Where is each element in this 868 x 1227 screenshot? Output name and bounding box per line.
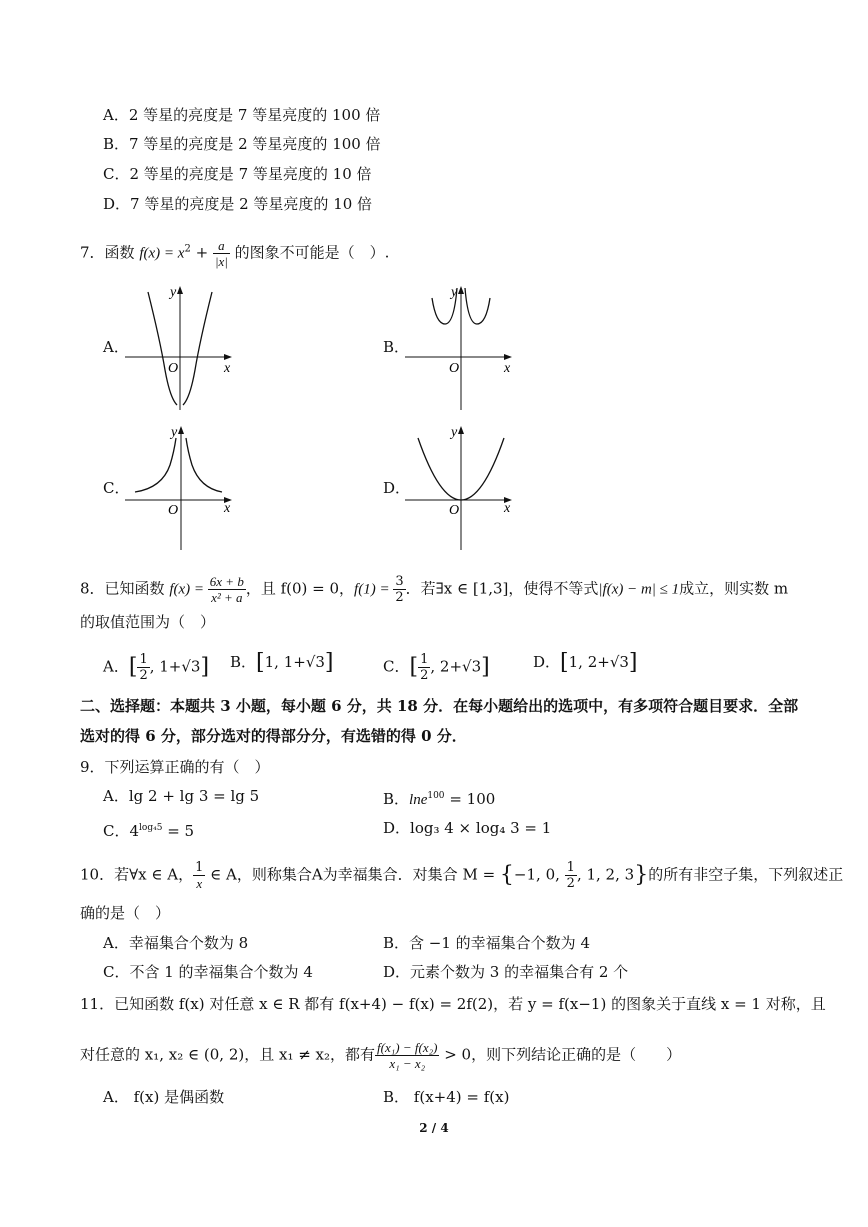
curve-right <box>186 438 222 492</box>
right-bracket-icon: ] <box>324 650 334 675</box>
q8-inequality: |f(x) − m| ≤ 1 <box>598 581 680 598</box>
q9-b-base: lne <box>409 792 428 808</box>
q7-stem <box>80 238 389 269</box>
q7-graph-a <box>120 280 250 415</box>
curve-left <box>148 292 177 405</box>
q8-fx: f(x) = <box>169 581 208 598</box>
q7-fraction-den: |x| <box>214 254 228 269</box>
origin-label: O <box>449 361 460 376</box>
q11-line1: 11．已知函数 f(x) 对任意 x ∈ R 都有 f(x+4) − f(x) = 2f(2)，若 y = f(x−1) 的图象关于直线 x = 1 对称，且 <box>80 995 826 1013</box>
y-axis-arrow-icon <box>458 286 464 294</box>
q11-option-a: A． f(x) 是偶函数 <box>103 1088 225 1106</box>
q7-pre: 函数 <box>104 243 135 262</box>
q11-option-b: B． f(x+4) = f(x) <box>383 1088 510 1106</box>
left-bracket-icon: [ <box>409 654 419 680</box>
q9-stem: 9．下列运算正确的有（ ） <box>80 758 270 776</box>
q10-stem <box>80 860 843 891</box>
option-letter: C． <box>383 657 410 676</box>
q7-graph-d <box>400 420 530 555</box>
q7-graph-c <box>120 420 250 555</box>
q9-b-sup: 100 <box>427 791 445 801</box>
q10-line2: 确的是（ ） <box>80 904 171 922</box>
q9-option-d <box>383 818 551 838</box>
option-letter: D． <box>533 653 561 671</box>
q7-plus: + <box>190 243 213 262</box>
q9-c-base: 4 <box>129 822 140 840</box>
q7-graph-label-b: B． <box>383 338 410 356</box>
q8-f1-den: 2 <box>395 590 404 605</box>
q10-mid: ∈ A，则称集合A为幸福集合．对集合 M = <box>205 865 500 884</box>
q10-set-fraction <box>565 860 577 891</box>
q11-fraction <box>375 1040 439 1071</box>
curve-left <box>135 438 176 492</box>
q8-option-d <box>533 652 638 673</box>
q8-pre: 已知函数 <box>104 579 165 598</box>
q8-d-text: 1, 2+√3 <box>568 653 629 671</box>
x-axis-arrow-icon <box>504 354 512 360</box>
q8-c-num: 1 <box>420 652 429 667</box>
origin-label: O <box>168 361 179 376</box>
q7-fraction <box>213 238 230 269</box>
q7-square: 2 <box>184 243 191 255</box>
y-axis-label: y <box>451 285 458 300</box>
q8-a-rest: , 1+√3 <box>149 657 201 676</box>
x-axis-label: x <box>504 501 511 516</box>
origin-label: O <box>449 503 460 518</box>
q10-set-pre: −1, 0, <box>513 865 565 884</box>
option-text: 7 等星的亮度是 2 等星亮度的 10 倍 <box>130 195 373 213</box>
option-letter: A． <box>103 657 129 676</box>
q10-set-den: 2 <box>566 876 575 891</box>
x-axis-label: x <box>504 361 511 376</box>
option-text: 7 等星的亮度是 2 等星亮度的 100 倍 <box>129 135 381 153</box>
curve-right <box>465 288 490 324</box>
x-axis-label: x <box>224 501 231 516</box>
curve-right <box>183 292 212 405</box>
q7-graph-label-d: D． <box>383 479 411 497</box>
q10-pre: 若∀x ∈ A， <box>114 865 194 884</box>
q8-option-a <box>103 652 209 683</box>
q8-number: 8． <box>80 579 105 598</box>
section2-line2: 选对的得 6 分，部分选对的得部分分，有选错的得 0 分． <box>80 727 467 745</box>
page-number: 2 / 4 <box>419 1121 449 1135</box>
q6-option-c <box>103 164 372 184</box>
q9-c-rest: = 5 <box>162 822 195 840</box>
right-brace-icon: } <box>634 862 649 888</box>
left-bracket-icon: [ <box>128 654 138 680</box>
option-letter: A． <box>103 106 129 124</box>
q6-option-a <box>103 105 380 125</box>
q8-line2: 的取值范围为（ ） <box>80 613 216 631</box>
q8-a-num: 1 <box>139 652 148 667</box>
left-brace-icon: { <box>499 862 514 888</box>
q9-option-b <box>383 786 495 810</box>
option-letter: C． <box>103 822 130 840</box>
q11-post2: > 0，则下列结论正确的是（ ） <box>439 1045 682 1064</box>
q10-option-c: C．不含 1 的幸福集合个数为 4 <box>103 963 313 981</box>
q6-option-b <box>103 134 381 154</box>
origin-label: O <box>168 503 179 518</box>
q8-b-text: 1, 1+√3 <box>264 653 325 671</box>
y-axis-label: y <box>451 425 458 440</box>
option-letter: B． <box>103 135 130 153</box>
q8-c-fraction <box>418 652 430 683</box>
left-bracket-icon: [ <box>560 650 569 675</box>
q9-option-c <box>103 818 194 841</box>
option-text: 2 等星的亮度是 7 等星亮度的 10 倍 <box>129 165 372 183</box>
option-text: 2 等星的亮度是 7 等星亮度的 100 倍 <box>128 106 381 124</box>
q9-a-text: lg 2 + lg 3 = lg 5 <box>128 787 260 805</box>
q7-post: 的图象不可能是（ ）. <box>234 243 390 262</box>
q11-pre2: 对任意的 x₁, x₂ ∈ (0, 2)，且 x₁ ≠ x₂，都有 <box>80 1045 376 1064</box>
q8-c-den: 2 <box>420 668 429 683</box>
option-letter: B． <box>230 653 257 671</box>
q10-fraction-num: 1 <box>195 860 204 875</box>
option-letter: D． <box>383 819 411 837</box>
right-bracket-icon: ] <box>200 654 210 680</box>
q8-fraction <box>208 574 246 605</box>
x-axis-arrow-icon <box>224 354 232 360</box>
q9-c-sup: log₄5 <box>139 823 163 833</box>
q8-a-den: 2 <box>139 668 148 683</box>
q8-c-rest: , 2+√3 <box>430 657 482 676</box>
q7-graph-label-a: A． <box>103 338 129 356</box>
q8-option-c <box>383 652 490 683</box>
y-axis-label: y <box>170 285 177 300</box>
x-axis-label: x <box>224 361 231 376</box>
q8-stem <box>80 574 788 605</box>
y-axis-arrow-icon <box>178 426 184 434</box>
q8-cond3: 成立，则实数 m <box>679 579 789 598</box>
left-bracket-icon: [ <box>256 650 265 675</box>
q11-fraction-num: f(x₁) − f(x₂) <box>377 1040 438 1055</box>
q9-b-rest: = 100 <box>444 790 496 808</box>
right-bracket-icon: ] <box>628 650 638 675</box>
q10-set-post: , 1, 2, 3 <box>576 865 635 884</box>
q8-option-b <box>230 652 334 673</box>
q11-fraction-den: x₁ − x₂ <box>389 1056 426 1071</box>
q10-fraction-den: x <box>196 876 203 891</box>
q8-cond1: ，且 f(0) = 0， <box>245 579 355 598</box>
q8-cond2: ．若∃x ∈ [1,3]，使得不等式 <box>405 579 599 598</box>
q11-line2 <box>80 1040 681 1071</box>
q8-fraction-num: 6x + b <box>209 574 244 589</box>
q8-f1-num: 3 <box>395 574 404 589</box>
q10-fraction <box>193 860 205 891</box>
section2-line1: 二、选择题：本题共 3 小题，每小题 6 分，共 18 分．在每小题给出的选项中，有多项符合题目要求．全部 <box>80 697 799 715</box>
option-letter: A． <box>103 787 129 805</box>
q7-number: 7． <box>80 243 105 262</box>
option-letter: C． <box>103 165 130 183</box>
q8-fraction-den: x² + a <box>211 590 243 605</box>
q7-graph-b <box>400 280 530 415</box>
q10-set-num: 1 <box>566 860 575 875</box>
y-axis-label: y <box>171 425 178 440</box>
right-bracket-icon: ] <box>481 654 490 680</box>
q10-number: 10． <box>80 865 115 884</box>
q8-f1-fraction <box>393 574 405 605</box>
q10-option-b: B．含 −1 的幸福集合个数为 4 <box>383 934 590 952</box>
q9-option-a <box>103 786 259 806</box>
q10-option-d: D．元素个数为 3 的幸福集合有 2 个 <box>383 963 629 981</box>
y-axis-arrow-icon <box>458 426 464 434</box>
q7-fx: f(x) = x <box>139 245 185 262</box>
q9-d-text: log₃ 4 × log₄ 3 = 1 <box>410 819 552 837</box>
q8-a-fraction <box>137 652 149 683</box>
q7-graph-label-c: C． <box>103 479 130 497</box>
q10-option-a: A．幸福集合个数为 8 <box>103 934 249 952</box>
option-letter: D． <box>103 195 131 213</box>
q6-option-d <box>103 194 372 214</box>
q7-fraction-num: a <box>213 238 230 254</box>
q10-post: 的所有非空子集，下列叙述正 <box>648 865 844 884</box>
y-axis-arrow-icon <box>177 286 183 294</box>
q8-f1: f(1) = <box>354 581 394 598</box>
option-letter: B． <box>383 790 410 808</box>
